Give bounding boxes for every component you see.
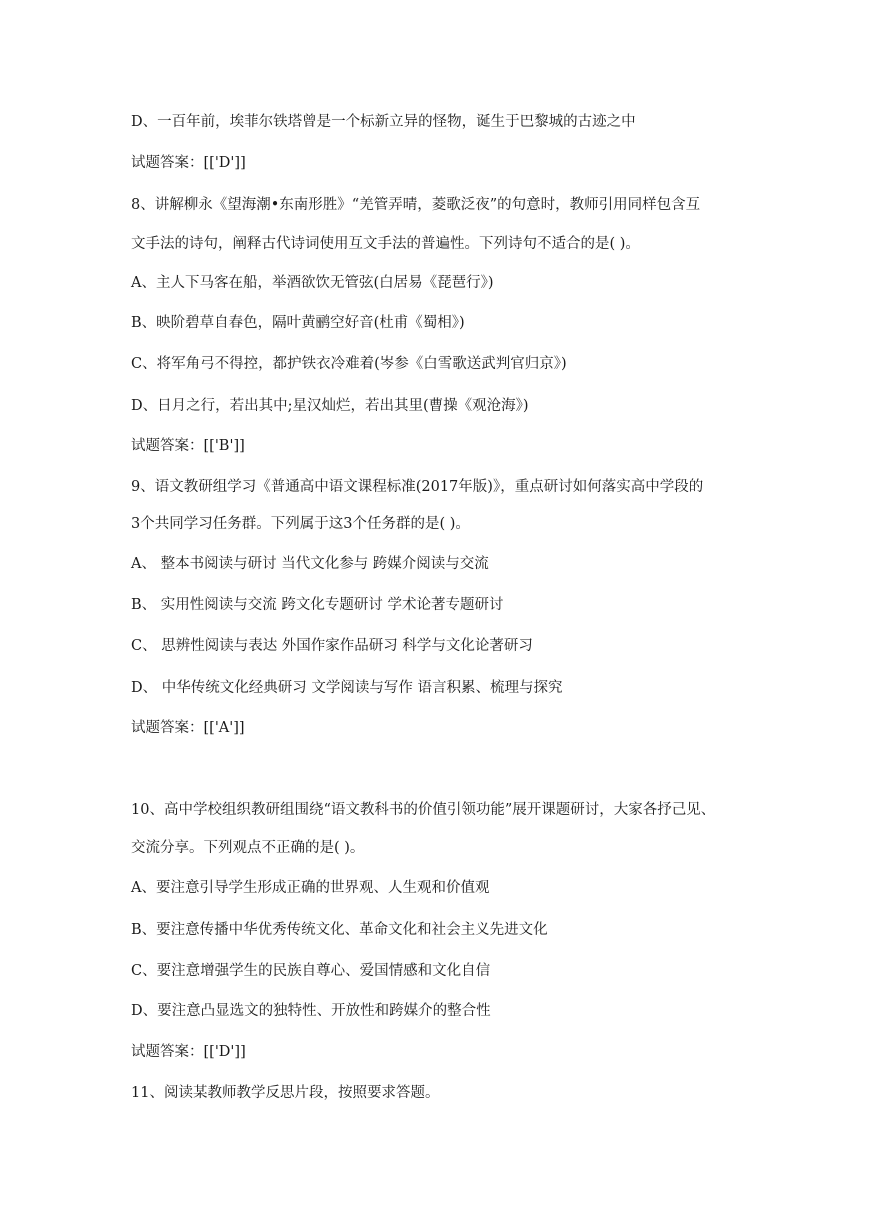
q8-option-a: A、主人下马客在船，举酒欲饮无管弦(白居易《琵琶行》)	[131, 275, 494, 291]
q8-answer: 试题答案：[['B']]	[131, 438, 245, 454]
q7-answer: 试题答案：[['D']]	[131, 155, 246, 171]
q9-option-c: C、 思辨性阅读与表达 外国作家作品研习 科学与文化论著研习	[131, 638, 533, 654]
q10-option-b: B、要注意传播中华优秀传统文化、革命文化和社会主义先进文化	[131, 922, 548, 938]
q9-option-b: B、 实用性阅读与交流 跨文化专题研讨 学术论著专题研讨	[131, 597, 504, 613]
q10-option-d: D、要注意凸显选文的独特性、开放性和跨媒介的整合性	[131, 1003, 491, 1019]
q10-option-c: C、要注意增强学生的民族自尊心、爱国情感和文化自信	[131, 963, 491, 979]
q8-option-c: C、将军角弓不得控，都护铁衣冷难着(岑参《白雪歌送武判官归京》)	[131, 356, 567, 372]
q8-stem-line2: 文手法的诗句，阐释古代诗词使用互文手法的普遍性。下列诗句不适合的是( )。	[131, 236, 640, 252]
q8-option-b: B、映阶碧草自春色，隔叶黄鹂空好音(杜甫《蜀相》)	[131, 315, 465, 331]
q9-stem-line1: 9、语文教研组学习《普通高中语文课程标准(2017年版)》，重点研讨如何落实高中学段的	[131, 479, 704, 495]
q8-stem-line1: 8、讲解柳永《望海潮•东南形胜》“羌管弄晴，菱歌泛夜”的句意时，教师引用同样包含互	[131, 197, 701, 213]
q7-option-d: D、一百年前，埃菲尔铁塔曾是一个标新立异的怪物，诞生于巴黎城的古迹之中	[131, 114, 636, 130]
q9-stem-line2: 3个共同学习任务群。下列属于这3个任务群的是( )。	[131, 516, 470, 532]
q10-answer: 试题答案：[['D']]	[131, 1044, 246, 1060]
q10-option-a: A、要注意引导学生形成正确的世界观、人生观和价值观	[131, 880, 490, 896]
q9-answer: 试题答案：[['A']]	[131, 720, 245, 736]
q9-option-a: A、 整本书阅读与研讨 当代文化参与 跨媒介阅读与交流	[131, 556, 489, 572]
q11-stem: 11、阅读某教师教学反思片段，按照要求答题。	[131, 1085, 440, 1101]
q10-stem-line2: 交流分享。下列观点不正确的是( )。	[131, 840, 365, 856]
q8-option-d: D、日月之行，若出其中;星汉灿烂，若出其里(曹操《观沧海》)	[131, 398, 529, 414]
q9-option-d: D、 中华传统文化经典研习 文学阅读与写作 语言积累、梳理与探究	[131, 680, 563, 696]
q10-stem-line1: 10、高中学校组织教研组围绕“语文教科书的价值引领功能”展开课题研讨，大家各抒己见、	[131, 802, 716, 818]
